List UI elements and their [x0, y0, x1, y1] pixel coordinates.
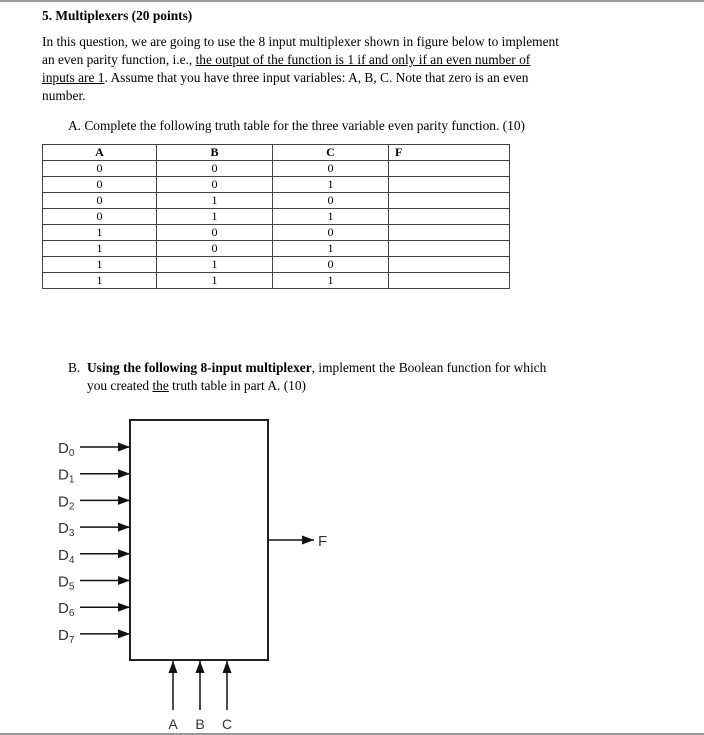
input-subscript: 6 [68, 608, 75, 620]
part-b-label: B. [68, 360, 81, 375]
table-cell: 1 [157, 257, 273, 273]
table-cell: 1 [273, 209, 389, 225]
input-prefix: D [58, 626, 69, 644]
multiplexer-diagram [0, 2, 704, 735]
table-cell: 0 [43, 209, 157, 225]
input-subscript: 2 [68, 501, 75, 513]
table-cell: 0 [273, 225, 389, 241]
input-prefix: D [58, 546, 69, 564]
table-cell: 0 [273, 257, 389, 273]
table-cell: 1 [273, 273, 389, 289]
input-subscript: 3 [68, 528, 75, 540]
table-cell: 0 [273, 193, 389, 209]
table-cell: 1 [43, 257, 157, 273]
input-subscript: 7 [68, 634, 75, 646]
part-b-bold: Using the following 8-input multiplexer [86, 360, 312, 375]
input-label-d3 [58, 520, 75, 539]
input-label-d0 [58, 440, 75, 459]
part-b-underlined: the [152, 378, 169, 393]
table-cell: 0 [157, 161, 273, 177]
table-cell: 1 [157, 273, 273, 289]
question-title: 5. Multiplexers (20 points) [42, 8, 193, 23]
part-b-text-3: truth table in part A. (10) [168, 378, 307, 393]
intro-line-4: number. [42, 88, 86, 103]
select-label-b: B [195, 716, 205, 732]
output-label: F [318, 533, 328, 550]
input-label-d5 [58, 574, 75, 593]
table-cell: 0 [157, 177, 273, 193]
intro-text-2: . Assume that you have three input variables: A, B, C. Note that zero is an even [104, 70, 529, 85]
table-cell: 1 [157, 209, 273, 225]
table-cell: 1 [43, 225, 157, 241]
table-cell: 1 [43, 241, 157, 257]
table-cell: 1 [157, 193, 273, 209]
table-cell: 0 [43, 193, 157, 209]
input-prefix: D [58, 466, 69, 484]
intro-underlined-2: inputs are 1 [42, 70, 105, 85]
table-cell: 0 [157, 225, 273, 241]
input-prefix: D [58, 573, 69, 591]
table-cell: 1 [273, 177, 389, 193]
intro-underlined: the output of the function is 1 if and only if an even number of [195, 52, 531, 67]
table-cell: 0 [157, 241, 273, 257]
input-prefix: D [58, 600, 69, 618]
mux-box [130, 420, 268, 660]
input-prefix: D [58, 493, 69, 511]
input-prefix: D [58, 440, 69, 457]
column-header-a: A [43, 145, 157, 161]
input-subscript: 5 [68, 581, 75, 593]
table-cell: 1 [273, 241, 389, 257]
input-prefix: D [58, 520, 69, 538]
intro-text: an even parity function, i.e., [42, 52, 196, 67]
select-label-c: C [221, 716, 233, 732]
input-subscript: 4 [68, 554, 75, 566]
part-a-instruction: A. Complete the following truth table for the three variable even parity function. (10) [68, 118, 525, 133]
input-label-d4 [58, 547, 75, 566]
input-label-d1 [58, 467, 75, 486]
column-header-c: C [273, 145, 389, 161]
table-cell: 1 [43, 273, 157, 289]
part-b-text-2: you created [87, 378, 153, 393]
column-header-f: F [389, 145, 510, 161]
input-label-d6 [58, 600, 75, 619]
input-subscript: 1 [68, 474, 75, 486]
table-cell: 0 [43, 161, 157, 177]
input-label-d2 [58, 493, 75, 512]
table-cell: 0 [273, 161, 389, 177]
input-label-d7 [58, 627, 75, 646]
part-b-text: , implement the Boolean function for which [311, 360, 547, 375]
select-label-a: A [168, 716, 178, 732]
table-cell: 0 [43, 177, 157, 193]
column-header-b: B [157, 145, 273, 161]
intro-line-1: In this question, we are going to use the 8 input multiplexer shown in figure below to implement [42, 34, 559, 49]
input-subscript: 0 [68, 448, 75, 459]
